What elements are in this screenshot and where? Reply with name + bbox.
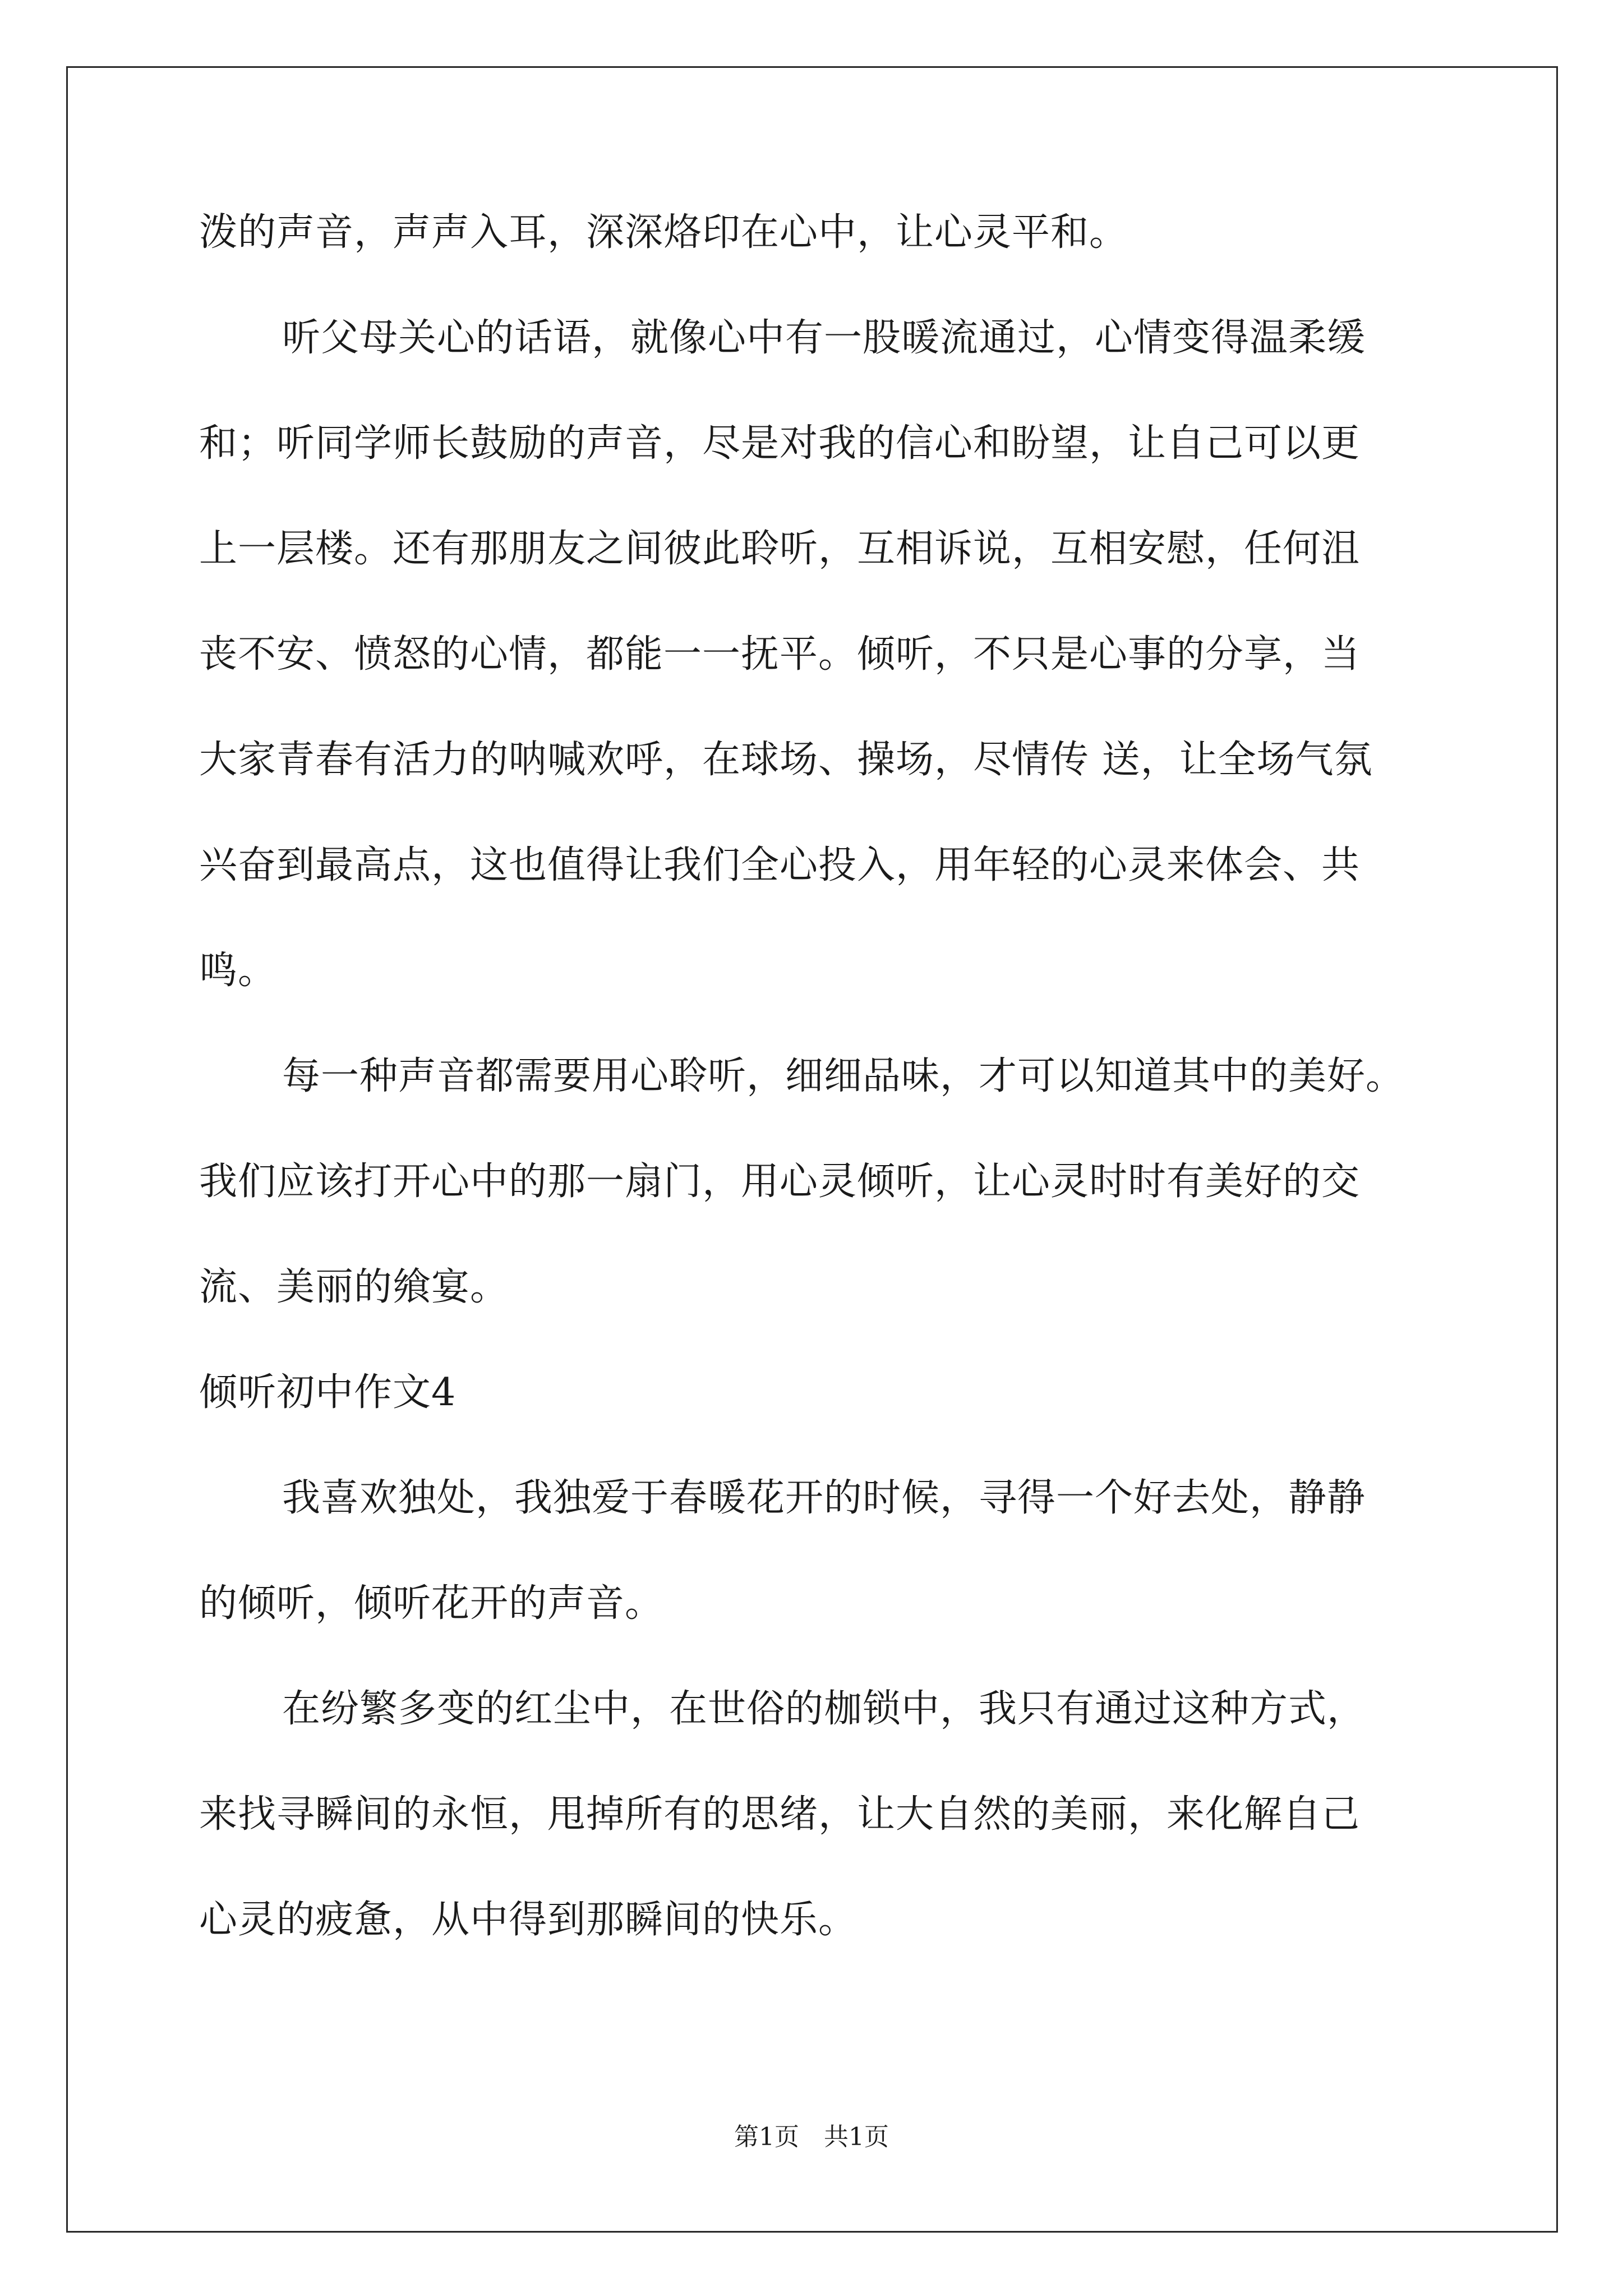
text-line: 兴奋到最高点，这也值得让我们全心投入，用年轻的心灵来体会、共 <box>199 843 1361 887</box>
document-body <box>199 205 1433 1998</box>
section-heading: 倾听初中作文4 <box>199 1370 457 1415</box>
text-line: 听父母关心的话语，就像心中有一股暖流通过，心情变得温柔缓 <box>282 316 1366 360</box>
text-line: 来找寻瞬间的永恒，甩掉所有的思绪，让大自然的美丽，来化解自己 <box>199 1792 1361 1837</box>
text-line: 大家青春有活力的呐喊欢呼，在球场、操场，尽情传 送，让全场气氛 <box>199 738 1373 782</box>
text-line: 在纷繁多变的红尘中，在世俗的枷锁中，我只有通过这种方式， <box>282 1687 1366 1731</box>
text-line: 心灵的疲惫，从中得到那瞬间的快乐。 <box>199 1898 857 1942</box>
text-line: 每一种声音都需要用心聆听，细细品味，才可以知道其中的美好。 <box>282 1054 1405 1098</box>
text-line: 上一层楼。还有那朋友之间彼此聆听，互相诉说，互相安慰，任何沮 <box>199 527 1361 571</box>
text-line: 我喜欢独处，我独爱于春暖花开的时候，寻得一个好去处，静静 <box>282 1476 1366 1520</box>
page-number: 第1页 共1页 <box>734 2123 889 2151</box>
text-line: 鸣。 <box>199 949 277 993</box>
text-line: 丧不安、愤怒的心情，都能一一抚平。倾听，不只是心事的分享，当 <box>199 632 1361 677</box>
text-line: 和；听同学师长鼓励的声音，尽是对我的信心和盼望，让自己可以更 <box>199 421 1361 466</box>
text-line: 我们应该打开心中的那一扇门，用心灵倾听，让心灵时时有美好的交 <box>199 1159 1361 1204</box>
text-line: 的倾听，倾听花开的声音。 <box>199 1581 664 1626</box>
text-line: 流、美丽的飨宴。 <box>199 1265 509 1309</box>
text-line: 泼的声音，声声入耳，深深烙印在心中，让心灵平和。 <box>199 210 1128 255</box>
